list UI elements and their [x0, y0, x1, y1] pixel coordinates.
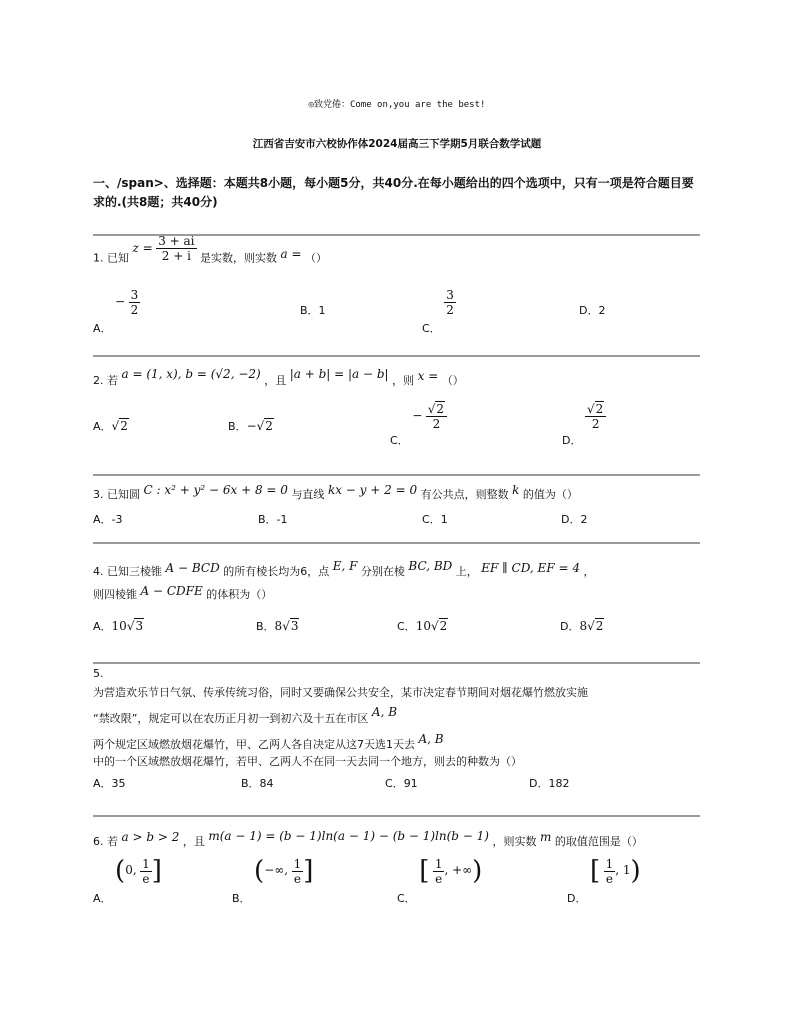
option-b[interactable]: B．8√3 — [256, 619, 299, 633]
option-d[interactable]: D． $\frac{√2}{2}$ — [562, 402, 606, 431]
option-a[interactable]: A．√2 — [93, 419, 128, 433]
option-a[interactable]: A． (0, $\frac{1}{e}$ ] — [93, 856, 162, 905]
question-number: 3. — [93, 488, 104, 501]
question-1: 1. 已知 z = $\frac{3 + ai}{2 + i}$ 是实数，则实数 a = （） — [93, 234, 328, 265]
option-b[interactable]: B．84 — [241, 777, 274, 790]
option-b[interactable]: B． (−∞, $\frac{1}{e}$ ] — [232, 856, 314, 905]
question-3: 3. 已知圆 C : x² + y² − 6x + 8 = 0 与直线 kx − y + 2 = 0 有公共点，则整数 k 的值为（） — [93, 483, 578, 501]
question-number: 6. — [93, 835, 104, 848]
question-number: 1. — [93, 251, 104, 265]
question-4-line-2: 则四棱锥 A − CDFE 的体积为（） — [93, 584, 273, 601]
question-5-line-3: 两个规定区域燃放烟花爆竹，甲、乙两人各自决定从这7天选1天去 A, B — [93, 732, 444, 751]
question-5-line-2: “禁改限”，规定可以在农历正月初一到初六及十五在市区 A, B — [93, 705, 398, 725]
option-c[interactable]: C．91 — [385, 777, 418, 790]
option-d[interactable]: D．2 — [579, 304, 606, 317]
option-d[interactable]: D．8√2 — [560, 619, 604, 633]
option-c[interactable]: C． [ $\frac{1}{e}$ , +∞) — [397, 856, 483, 905]
divider — [93, 815, 700, 817]
question-4: 4. 已知三棱锥 A − BCD 的所有棱长均为6，点 E, F 分别在棱 BC, BD 上， EF ∥ CD, EF = 4 ， — [93, 559, 595, 578]
question-5-line-4: 中的一个区域燃放烟花爆竹，若甲、乙两人不在同一天去同一个地方，则去的种数为（） — [93, 755, 522, 768]
divider — [93, 355, 700, 357]
option-a[interactable]: A．10√3 — [93, 619, 144, 633]
option-c[interactable]: C．1 — [422, 513, 448, 526]
question-number: 4. — [93, 565, 104, 578]
option-c[interactable]: C． $\frac{3}{2}$ — [422, 288, 454, 335]
option-c[interactable]: C．10√2 — [397, 619, 448, 633]
question-number: 5. — [93, 667, 104, 680]
option-b[interactable]: B．−√2 — [228, 419, 273, 433]
option-a[interactable]: A．-3 — [93, 513, 123, 526]
page-title: 江西省吉安市六校协作体2024届高三下学期5月联合数学试题 — [252, 138, 542, 150]
option-a[interactable]: A．35 — [93, 777, 126, 790]
motto: ◎致党倦：Come on,you are the best! — [308, 100, 486, 110]
question-number: 2. — [93, 374, 104, 387]
question-6: 6. 若 a > b > 2 ，且 m(a − 1) = (b − 1)ln(a − 1) − (b − 1)ln(b − 1) ，则实数 m 的取值范围是（） — [93, 829, 643, 848]
option-d[interactable]: D．182 — [529, 777, 570, 790]
option-d[interactable]: D．2 — [561, 513, 588, 526]
option-b[interactable]: B．-1 — [258, 513, 288, 526]
question-2: 2. 若 a = (1, x), b = (√2, −2) ，且 |a + b| = |a − b| ，则 x = （） — [93, 367, 464, 387]
fraction: $\frac{3 + ai}{2 + i}$ — [158, 234, 195, 263]
section-heading: 一、/span>、选择题：本题共8小题，每小题5分，共40分.在每小题给出的四个选项中，只有一项是符合题目要求的.(共8题；共40分) — [93, 176, 694, 209]
option-d[interactable]: D． [ $\frac{1}{e}$ , 1) — [567, 856, 641, 905]
question-5-line-1: 为营造欢乐节日气氛、传承传统习俗，同时又要确保公共安全，某市决定春节期间对烟花爆竹燃放实施 — [93, 686, 588, 699]
divider — [93, 662, 700, 664]
option-c[interactable]: C． − $\frac{√2}{2}$ — [390, 402, 447, 431]
divider — [93, 474, 700, 476]
option-b[interactable]: B．1 — [300, 304, 326, 317]
option-a[interactable]: A． − $\frac{3}{2}$ — [93, 288, 139, 335]
divider — [93, 542, 700, 544]
